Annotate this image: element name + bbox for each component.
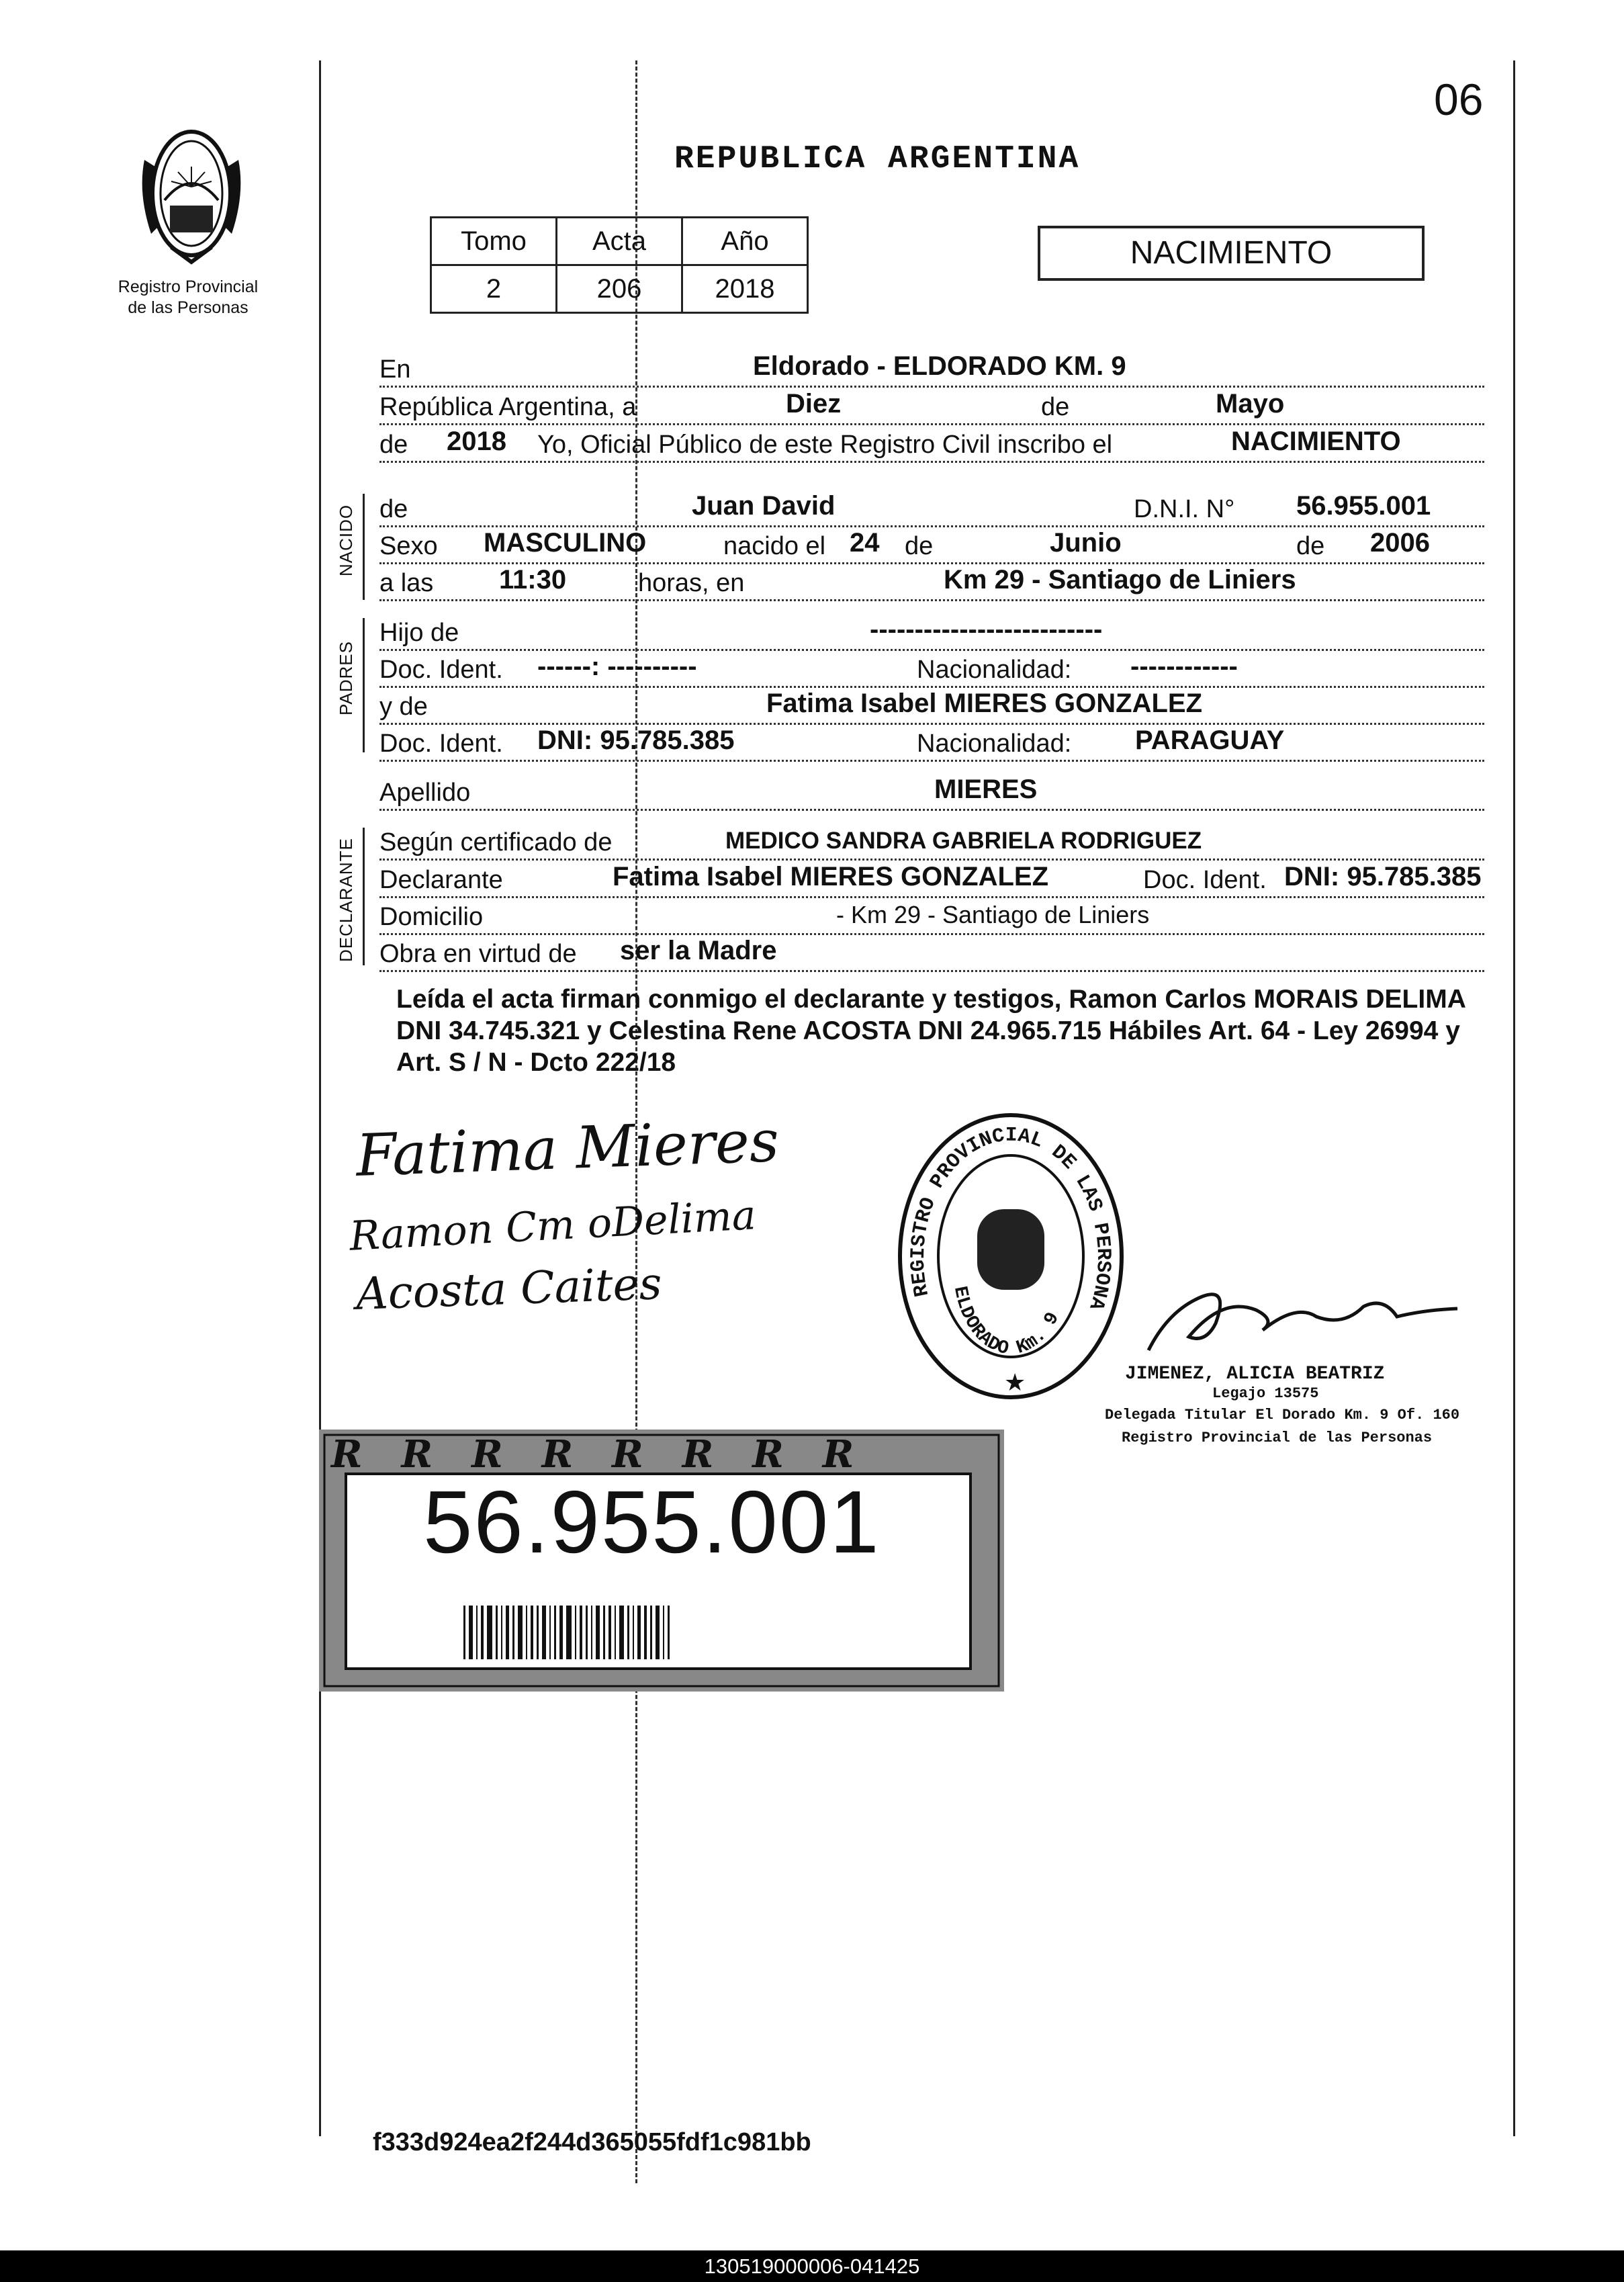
cert-value: MEDICO SANDRA GABRIELA RODRIGUEZ: [725, 828, 1202, 854]
barcode-bar: [549, 1606, 551, 1659]
barcode-bar: [501, 1606, 502, 1659]
padre-nombre: --------------------------: [870, 615, 1103, 644]
nacido-hora: 11:30: [499, 565, 567, 595]
row-madre-doc: [379, 723, 1484, 762]
barcode-bar: [619, 1606, 624, 1659]
barcode-bar: [537, 1606, 539, 1659]
barcode-bar: [531, 1606, 533, 1659]
nacido-dni-label: D.N.I. N°: [1134, 495, 1235, 523]
registry-table-value-row: [431, 265, 808, 313]
row-domicilio: [379, 897, 1484, 935]
cert-label: Según certificado de: [379, 828, 613, 857]
anio-value: 2018: [447, 427, 506, 456]
barcode-bar: [518, 1606, 523, 1659]
row-declarante: [379, 860, 1484, 898]
barcode-bar: [586, 1606, 588, 1659]
row-certificado: [379, 822, 1484, 861]
declarante-section-label: DECLARANTE: [336, 838, 356, 962]
obra-value: ser la Madre: [620, 936, 777, 965]
barcode-bar: [542, 1606, 546, 1659]
nacido-lugar: Km 29 - Santiago de Liniers: [944, 565, 1296, 595]
barcode-bar: [627, 1606, 629, 1659]
stamp-inner-text: ELDORADO Km. 9: [948, 1284, 1065, 1360]
barcode-bar: [663, 1606, 664, 1659]
row-en: [379, 349, 1484, 388]
row-nacido-nombre: [379, 489, 1484, 527]
padres-section-label: PADRES: [336, 641, 356, 715]
registry-header-tomo: Tomo: [431, 218, 557, 265]
barcode-bar: [637, 1606, 641, 1659]
nacido-nombre: Juan David: [692, 491, 836, 521]
nacido-de-label: de: [379, 495, 408, 523]
barcode-bar: [615, 1606, 616, 1659]
barcode-bar: [463, 1606, 465, 1659]
signature-witness1: Ramon Cm oDelima: [348, 1192, 758, 1260]
row-madre: [379, 687, 1484, 725]
declarante-bracket: [363, 828, 365, 965]
barcode-bar: [481, 1606, 484, 1659]
official-stamp: [890, 1102, 1132, 1411]
barcode-bar: [603, 1606, 605, 1659]
padre-nac: ------------: [1130, 652, 1238, 681]
dom-value: - Km 29 - Santiago de Liniers: [836, 901, 1150, 928]
madre-doc-label: Doc. Ident.: [379, 730, 503, 758]
hijo-label: Hijo de: [379, 619, 459, 647]
barcode-bar: [476, 1606, 478, 1659]
barcode-bar: [656, 1606, 660, 1659]
decl-doc: DNI: 95.785.385: [1284, 862, 1482, 891]
svg-text:ELDORADO Km. 9: [949, 1284, 1064, 1360]
sexo-label: Sexo: [379, 532, 438, 560]
closing-text: Leída el acta firman conmigo el declarante y testigos, Ramon Carlos MORAIS DELIMA DNI 34.745.321 y Celestina Rene ACOSTA DNI 24.965.715 Hábiles Art. 64 - Ley 26994 y Art. S / N - Dcto 222/18: [396, 985, 1465, 1077]
decl-value: Fatima Isabel MIERES GONZALEZ: [613, 862, 1049, 891]
padre-doc: ------: ----------: [537, 652, 697, 681]
decl-doc-label: Doc. Ident.: [1143, 866, 1267, 894]
barcode-bar: [506, 1606, 509, 1659]
logo-caption: [101, 277, 275, 318]
dia-value: Diez: [786, 389, 842, 419]
barcode-bar: [633, 1606, 634, 1659]
stamp-ring-text: REGISTRO PROVINCIAL DE LAS PERSONA: [907, 1124, 1115, 1313]
apellido-label: Apellido: [379, 779, 471, 807]
barcode-bar: [650, 1606, 652, 1659]
page-title: REPUBLICA ARGENTINA: [674, 141, 1081, 177]
official-signature-scribble: [1142, 1270, 1464, 1364]
row-apellido: [379, 773, 1484, 811]
official-name: JIMENEZ, ALICIA BEATRIZ: [1125, 1364, 1385, 1385]
barcode-bar: [608, 1606, 611, 1659]
stamp-star-icon: ★: [1004, 1368, 1026, 1396]
barcode-bar: [496, 1606, 498, 1659]
barcode-bar: [487, 1606, 492, 1659]
sexo-value: MASCULINO: [484, 528, 647, 558]
barcode-bar: [512, 1606, 514, 1659]
barcode-number: 56.955.001: [423, 1473, 881, 1571]
madre-nac-label: Nacionalidad:: [917, 730, 1072, 758]
apellido-value: MIERES: [934, 775, 1038, 804]
madre-nac: PARAGUAY: [1135, 726, 1285, 755]
barcode-bar: [526, 1606, 527, 1659]
padre-doc-label: Doc. Ident.: [379, 656, 503, 684]
logo-caption-line2: de las Personas: [128, 298, 249, 317]
en-label: En: [379, 355, 411, 384]
row-nacido-sexo: [379, 526, 1484, 564]
registry-header-anio: Año: [682, 218, 808, 265]
padre-nac-label: Nacionalidad:: [917, 656, 1072, 684]
decl-label: Declarante: [379, 866, 503, 894]
row-oficial: [379, 425, 1484, 463]
registry-table: [430, 216, 809, 314]
nacido-el-label: nacido el: [723, 532, 826, 560]
republica-label: República Argentina, a: [379, 393, 637, 421]
right-margin-line: [1513, 60, 1515, 2136]
obra-label: Obra en virtud de: [379, 940, 577, 968]
yde-label: y de: [379, 693, 428, 721]
row-obra: [379, 934, 1484, 972]
province-seal-logo: [131, 120, 252, 274]
registry-header-acta: Acta: [557, 218, 682, 265]
padres-bracket: [363, 618, 365, 752]
nacido-section-label: NACIDO: [336, 504, 356, 576]
nacido-mes: Junio: [1050, 528, 1122, 558]
nacido-de-label2: de: [905, 532, 934, 560]
row-padre-doc: [379, 650, 1484, 688]
barcode-bar: [559, 1606, 563, 1659]
official-org: Registro Provincial de las Personas: [1122, 1430, 1433, 1446]
barcode-bar: [575, 1606, 576, 1659]
row-republica: [379, 387, 1484, 425]
signature-mother: Fatima Mieres: [355, 1108, 780, 1190]
registry-value-anio: 2018: [682, 265, 808, 313]
de2-label: de: [379, 431, 408, 459]
madre-doc: DNI: 95.785.385: [537, 726, 735, 755]
nacido-anio: 2006: [1370, 528, 1430, 558]
official-legajo: Legajo 13575: [1212, 1385, 1319, 1402]
oficial-text: Yo, Oficial Público de este Registro Civil inscribo el: [537, 431, 1113, 459]
de-label: de: [1041, 393, 1070, 421]
footer-code: 130519000006-041425: [0, 2250, 1624, 2282]
barcode-pattern: RRRRRRRR: [331, 1432, 893, 1477]
signature-witness2: Acosta Caites: [355, 1258, 663, 1320]
row-nacido-hora: [379, 563, 1484, 601]
inscribo-value: NACIMIENTO: [1231, 427, 1401, 456]
nacido-de-label3: de: [1296, 532, 1325, 560]
barcode-bar: [580, 1606, 582, 1659]
nacido-bracket: [363, 494, 365, 600]
barcode-bar: [591, 1606, 592, 1659]
horas-label: horas, en: [638, 569, 745, 597]
alas-label: a las: [379, 569, 434, 597]
mes-value: Mayo: [1216, 389, 1285, 419]
barcode-bar: [469, 1606, 473, 1659]
nacido-dni: 56.955.001: [1296, 491, 1431, 521]
barcode-bar: [644, 1606, 647, 1659]
logo-caption-line1: Registro Provincial: [118, 277, 259, 296]
record-type-box: NACIMIENTO: [1038, 226, 1425, 281]
barcode-bar: [596, 1606, 600, 1659]
madre-nombre: Fatima Isabel MIERES GONZALEZ: [766, 689, 1203, 718]
page-number: 06: [1434, 75, 1484, 124]
registry-table-header-row: [431, 218, 808, 265]
nacido-dia: 24: [850, 528, 880, 558]
en-value: Eldorado - ELDORADO KM. 9: [753, 351, 1126, 381]
left-margin-line: [319, 60, 321, 2136]
registry-value-tomo: 2: [431, 265, 557, 313]
document-hash: f333d924ea2f244d365055fdf1c981bb: [373, 2128, 811, 2156]
row-hijo-de: [379, 613, 1484, 651]
registry-value-acta: 206: [557, 265, 682, 313]
barcode-bar: [668, 1606, 670, 1659]
barcode-bar: [566, 1606, 572, 1659]
official-role: Delegada Titular El Dorado Km. 9 Of. 160: [1105, 1407, 1460, 1423]
barcode-bar: [554, 1606, 556, 1659]
dom-label: Domicilio: [379, 903, 484, 931]
